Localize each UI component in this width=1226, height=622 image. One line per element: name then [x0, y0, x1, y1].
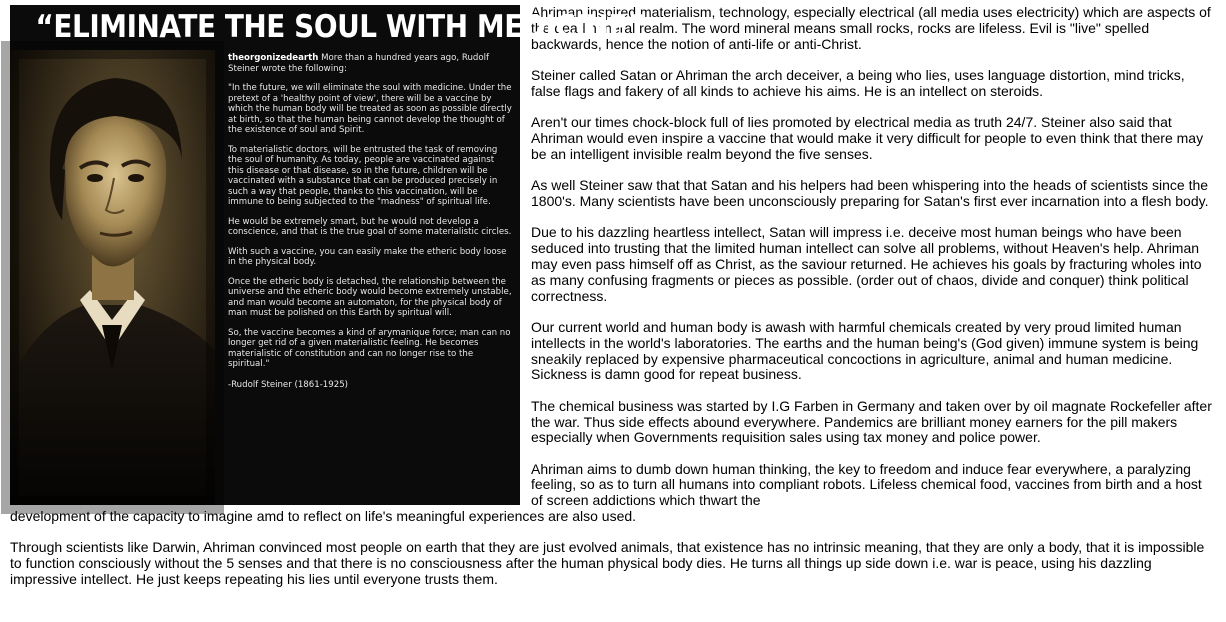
quote-paragraph: So, the vaccine becomes a kind of arymanique force; man can no longer get rid of a given materialistic feeling. He becomes materialistic of constitution and can no longer rise to the spiritual." [228, 327, 511, 369]
steiner-quote [228, 53, 512, 399]
article-paragraph: Our current world and human body is awash with harmful chemicals created by very proud limited human intellects in the world's laboratories. The earths and the human being's (God given) immune system is being sneakily replaced by expensive pharmaceutical concoctions in agriculture, animal and human medicine. Sickness is damn good for repeat business. [531, 318, 1199, 383]
article-paragraph: Through scientists like Darwin, Ahriman convinced most people on earth that they are just evolved animals, that existence has no intrinsic meaning, that they are only a body, that it is impossible to function consciously without the 5 senses and that there is no consciousness after the human physical body dies. He turns all things up side down i.e. war is peace, using his dazzling impressive intellect. He just keeps repeating his lies until everyone trusts them. [10, 539, 1205, 588]
article-paragraph: Aren't our times chock-block full of lies promoted by electrical media as truth 24/7. Steiner also said that Ahriman would even inspire a vaccine that would make it very difficult for people to even think that there may be an intelligent invisible realm beyond the five senses. [531, 114, 1204, 162]
portrait-illustration [10, 50, 215, 505]
quote-attribution: -Rudolf Steiner (1861-1925) [228, 379, 349, 390]
article-paragraph: As well Steiner saw that that Satan and his helpers had been whispering into the heads of scientists since the 1800's. Many scientists have been unconsciously preparing for Satan's first ever incarnation into a flesh body. [531, 177, 1209, 209]
article-page [10, 5, 1216, 603]
quote-paragraph: To materialistic doctors, will be entrusted the task of removing the soul of humanity. As today, people are vaccinated against this disease or that disease, so in the future, children will be vaccinated with a substance that can be produced precisely in such a way that people, thanks to this vaccination, will be immune to being subjected to the "madness" of spiritual life. [228, 144, 498, 207]
steiner-portrait [10, 50, 215, 505]
meme-title: “ELIMINATE THE SOUL WITH MEDICINE” [35, 9, 645, 45]
quote-intro [228, 53, 512, 74]
article-paragraph: The chemical business was started by I.G Farben in Germany and taken over by oil magnate Rockefeller after the war. Thus side effects abound everywhere. Pandemics are brilliant money earners for the pill makers especially when Governments requisition sales using tax money and police power. [531, 397, 1212, 446]
quote-paragraph: Once the etheric body is detached, the relationship between the universe and the etheric body would become extremely unstable, and man would become an automaton, for the physical body of man must be polished on this Earth by spiritual will. [228, 276, 512, 318]
quote-intro-text: More than a hundred years ago, Rudolf Steiner wrote the following: [228, 53, 490, 74]
quote-paragraph: "In the future, we will eliminate the soul with medicine. Under the pretext of a 'healthy point of view', there will be a vaccine by which the human body will be treated as soon as possible directly at birth, so that the human being cannot develop the thought of the existence of soul and Spirit. [228, 83, 512, 135]
article-paragraph: Due to his dazzling heartless intellect, Satan will impress i.e. deceive most human beings who have been seduced into trusting that the limited human intellect can solve all problems, without Heaven's help. Ahriman may even pass himself off as Christ, as the saviour returned. He achieves his goals by fracturing wholes into as many confusing fragments or pieces as possible. (order out of chaos, divide and conquer) think political correctness. [531, 224, 1202, 304]
article-paragraph: Ahriman inspired materialism, technology, especially electrical (all media uses electricity) which are aspects of the dead mineral realm. The word mineral means small rocks, rocks are lifeless. Evil is "live" spelled backwards, hence the notion of anti-life or anti-Christ. [531, 4, 1211, 52]
article-paragraph: Ahriman aims to dumb down human thinking, the key to freedom and induce fear everywhere, a paralyzing feeling, so as to turn all humans into compliant robots. Lifeless chemical food, vaccines from birth and a host of screen addictions which thwart the [531, 460, 1202, 509]
quote-paragraph: He would be extremely smart, but he would not develop a conscience, and that is the true goal of some materialistic circles. [228, 216, 512, 237]
quote-paragraph: With such a vaccine, you can easily make the etheric body loose in the physical body. [228, 246, 507, 267]
article-paragraph: Steiner called Satan or Ahriman the arch deceiver, a being who lies, uses language distortion, mind tricks, false flags and fakery of all kinds to achieve his aims. He is an intellect on steroids. [531, 66, 1185, 99]
quote-handle: theorgonizedearth [228, 53, 319, 63]
article-paragraph: development of the capacity to imagine amd to reflect on life's meaningful experiences are also used. [10, 508, 637, 525]
meme-image [10, 5, 645, 505]
